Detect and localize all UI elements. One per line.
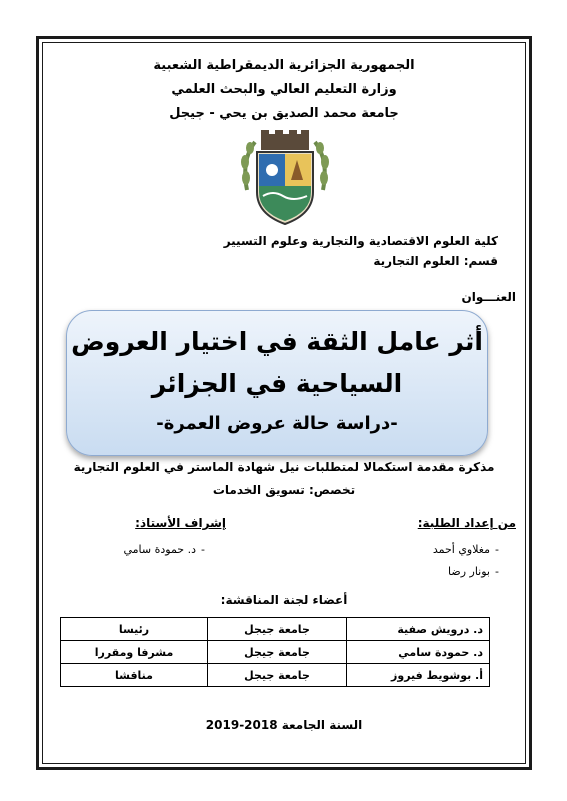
republic-line: الجمهورية الجزائرية الديمقراطية الشعبية: [153, 58, 415, 73]
thesis-title-line1: أثر عامل الثقة في اختيار العروض: [71, 327, 483, 356]
member-name: د. درويش صفية: [347, 618, 490, 641]
student-1-name: مغلاوي أحمد: [432, 543, 490, 556]
ministry-line: وزارة التعليم العالي والبحث العلمي: [171, 82, 397, 97]
academic-year: السنة الجامعة 2018-2019: [205, 718, 363, 732]
university-crest-icon: [237, 130, 333, 230]
student-2-name: بونار رضا: [448, 565, 490, 578]
supervisor: -د. حمودة سامي: [123, 543, 205, 556]
member-role: مشرفا ومقررا: [61, 641, 208, 664]
title-label: العنـــوان: [461, 290, 516, 304]
table-row: [61, 641, 490, 664]
member-university: جامعة جيجل: [208, 618, 347, 641]
table-row: [61, 664, 490, 687]
committee-label: أعضاء لجنة المناقشة:: [220, 593, 348, 607]
supervisor-name: د. حمودة سامي: [123, 543, 196, 556]
department-line: قسم: العلوم التجارية: [373, 254, 498, 268]
thesis-subtitle: -دراسة حالة عروض العمرة-: [156, 413, 398, 434]
student-1: -مغلاوي أحمد: [432, 543, 499, 556]
thesis-note: مذكرة مقدمة استكمالا لمتطلبات نيل شهادة الماستر في العلوم التجارية: [73, 460, 495, 474]
table-row: [61, 618, 490, 641]
specialization: تخصص: تسويق الخدمات: [212, 483, 356, 497]
title-box: [66, 310, 488, 456]
thesis-title-line2: السياحية في الجزائر: [151, 369, 403, 398]
students-label: من إعداد الطلبة:: [417, 516, 516, 530]
member-university: جامعة جيجل: [208, 641, 347, 664]
committee-table: [60, 617, 490, 687]
member-role: رئيسا: [61, 618, 208, 641]
member-name: أ. بوشويط فيروز: [347, 664, 490, 687]
supervisor-label: إشراف الأستاذ:: [135, 516, 226, 530]
member-role: مناقشا: [61, 664, 208, 687]
student-2: -بونار رضا: [448, 565, 499, 578]
member-university: جامعة جيجل: [208, 664, 347, 687]
faculty-line: كلية العلوم الاقتصادية والتجارية وعلوم التسيير: [223, 234, 498, 248]
cover-page: [42, 42, 526, 764]
member-name: د. حمودة سامي: [347, 641, 490, 664]
university-line: جامعة محمد الصديق بن يحي - جيجل: [169, 106, 399, 121]
